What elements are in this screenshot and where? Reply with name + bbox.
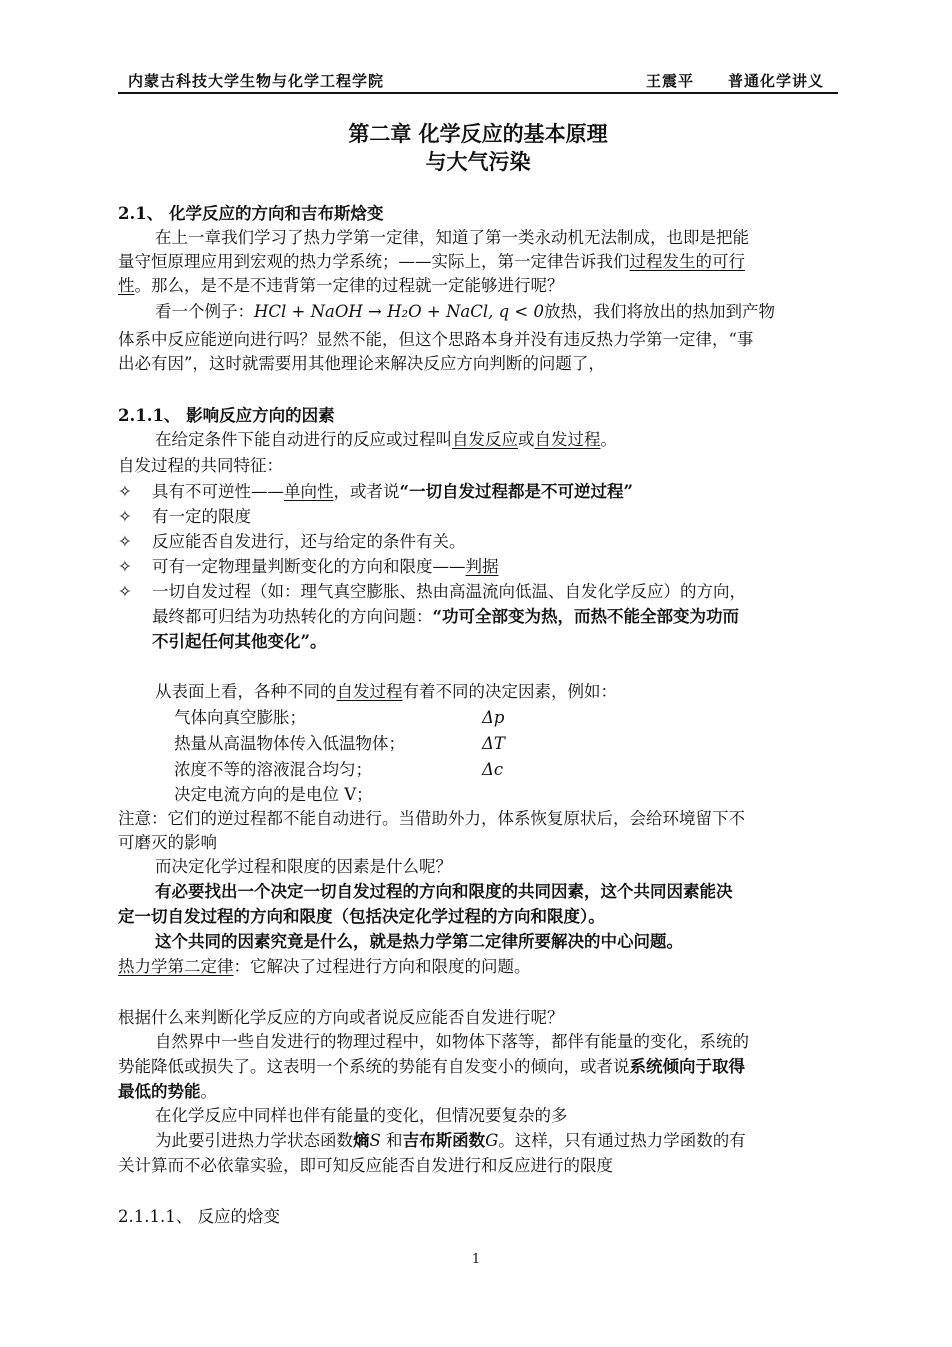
emphasis-line: 定一切自发过程的方向和限度（包括决定化学过程的方向和限度）。 (118, 907, 605, 926)
paragraph-line: 关计算而不必依靠实验，即可知反应能否自发进行和反应进行的限度 (118, 1156, 613, 1175)
factor-row: 决定电流方向的是电位 V； (174, 785, 373, 804)
chapter-title-line2: 与大气污染 (425, 149, 531, 174)
paragraph-line: 在化学反应中同样也伴有能量的变化，但情况要复杂的多 (155, 1106, 568, 1125)
header-author: 王震平 (645, 72, 694, 90)
note-line: 可磨灭的影响 (118, 833, 217, 852)
section-heading-2-1: 2.1、 化学反应的方向和吉布斯焓变 (118, 204, 384, 223)
paragraph-line: 量守恒原理应用到宏观的热力学系统；——实际上，第一定律告诉我们过程发生的可行 (118, 252, 745, 271)
document-page: 内蒙古科技大学生物与化学工程学院 王震平 普通化学讲义 第二章 化学反应的基本原理 与大气污染 2.1、 化学反应的方向和吉布斯焓变 在上一章我们学习了热力学第一定律，知道了第一类永动机无法制成，也即是把能 量守恒原理应用到宏观的热力学系统；——实际上，第一定律告诉我们过程发生的可行 性。那么，是不是不违背第一定律的过程就一定能够进行呢？ 看一个例子：HCl + NaOH → H₂O + NaCl, q < 0放热，我们将放出的热加到产物 体系中反应能逆向进行吗？显然不能，但这个思路本身并没有违反热力学第一定律，“事 出必有因”，这时就需要用其他理论来解决反应方向判断的问题了， 2.1.1、 影响反应方向的因素 在给定条件下能自动进行的反应或过程叫自发反应或自发过程。 自发过程的共同特征： ✧ 具有不可逆性——单向性，或者说“一切自发过程都是不可逆过程” ✧ 有一定的限度 ✧ 反应能否自发进行，还与给定的条件有关。 ✧ 可有一定物理量判断变化的方向和限度——判据 ✧ 一切自发过程（如：理气真空膨胀、热由高温流向低温、自发化学反应）的方向， 最终都可归结为功热转化的方向问题：“功可全部变为热，而热不能全部变为功而 不引起任何其他变化”。 从表面上看，各种不同的自发过程有着不同的决定因素，例如： 气体向真空膨胀； Δp 热量从高温物体传入低温物体； ΔT 浓度不等的溶液混合均匀； Δc 决定电流方向的是电位 V； 注意：它们的逆过程都不能自动进行。当借助外力，体系恢复原状后，会给环境留下不 可磨灭的影响 而决定化学过程和限度的因素是什么呢？ 有必要找出一个决定一切自发过程的方向和限度的共同因素，这个共同因素能决 定一切自发过程的方向和限度（包括决定化学过程的方向和限度）。 这个共同的因素究竟是什么，就是热力学第二定律所要解决的中心问题。 热力学第二定律：它解决了过程进行方向和限度的问题。 根据什么来判断化学反应的方向或者说反应能否自发进行呢？ 自然界中一些自发进行的物理过程中，如物体下落等，都伴有能量的变化，系统的 势能降低或损失了。这表明一个系统的势能有自发变小的倾向，或者说系统倾向于取得 最低的势能。 在化学反应中同样也伴有能量的变化，但情况要复杂的多 为此要引进热力学状态函数熵S 和吉布斯函数G。这样，只有通过热力学函数的有 关计算而不必依靠实验，即可知反应能否自发进行和反应进行的限度 2.1.1.1、 反应的焓变 1 (0, 0, 952, 1347)
diamond-bullet-icon: ✧ (118, 557, 132, 576)
paragraph-line: 性。那么，是不是不违背第一定律的过程就一定能够进行呢？ (118, 276, 564, 295)
paragraph-line: 从表面上看，各种不同的自发过程有着不同的决定因素，例如： (155, 682, 617, 701)
section-heading-2-1-1: 2.1.1、 影响反应方向的因素 (118, 406, 335, 425)
list-item-continuation: 不引起任何其他变化”。 (152, 632, 327, 651)
diamond-bullet-icon: ✧ (118, 582, 132, 601)
paragraph-line-equation: 看一个例子：HCl + NaOH → H₂O + NaCl, q < 0放热，我们将放出的热加到产物 (155, 302, 775, 321)
chapter-title-line1: 第二章 化学反应的基本原理 (348, 121, 608, 146)
page-header (118, 64, 838, 94)
factor-row: 气体向真空膨胀； Δp (174, 708, 505, 727)
emphasis-line: 有必要找出一个决定一切自发过程的方向和限度的共同因素，这个共同因素能决 (155, 882, 733, 901)
header-course: 普通化学讲义 (727, 72, 824, 90)
paragraph-line: 最低的势能。 (118, 1082, 217, 1101)
paragraph-line: 在上一章我们学习了热力学第一定律，知道了第一类永动机无法制成，也即是把能 (155, 228, 749, 247)
paragraph-line: 而决定化学过程和限度的因素是什么呢？ (155, 857, 452, 876)
note-line: 注意：它们的逆过程都不能自动进行。当借助外力，体系恢复原状后，会给环境留下不 (118, 809, 745, 828)
factor-row: 浓度不等的溶液混合均匀； Δc (174, 760, 504, 779)
diamond-bullet-icon: ✧ (118, 532, 132, 551)
paragraph-line: 体系中反应能逆向进行吗？显然不能，但这个思路本身并没有违反热力学第一定律，“事 (118, 330, 754, 349)
page-number: 1 (471, 1252, 481, 1267)
paragraph-line: 势能降低或损失了。这表明一个系统的势能有自发变小的倾向，或者说系统倾向于取得 (118, 1057, 745, 1076)
reaction-equation: HCl + NaOH → H₂O + NaCl, q < 0 (254, 302, 544, 321)
list-item-continuation: 最终都可归结为功热转化的方向问题：“功可全部变为热，而热不能全部变为功而 (152, 607, 739, 626)
header-institution: 内蒙古科技大学生物与化学工程学院 (128, 72, 385, 90)
paragraph-line: 自然界中一些自发进行的物理过程中，如物体下落等，都伴有能量的变化，系统的 (155, 1032, 749, 1051)
diamond-bullet-icon: ✧ (118, 482, 132, 501)
factor-row: 热量从高温物体传入低温物体； ΔT (174, 734, 505, 753)
paragraph-line: 根据什么来判断化学反应的方向或者说反应能否自发进行呢？ (118, 1008, 564, 1027)
section-heading-2-1-1-1: 2.1.1.1、 反应的焓变 (118, 1207, 280, 1226)
paragraph-line: 热力学第二定律：它解决了过程进行方向和限度的问题。 (118, 957, 531, 976)
paragraph-line: 自发过程的共同特征： (118, 456, 283, 475)
header-right (612, 70, 824, 91)
emphasis-line: 这个共同的因素究竟是什么，就是热力学第二定律所要解决的中心问题。 (155, 932, 683, 951)
paragraph-line: 为此要引进热力学状态函数熵S 和吉布斯函数G。这样，只有通过热力学函数的有 (155, 1131, 746, 1150)
paragraph-line: 在给定条件下能自动进行的反应或过程叫自发反应或自发过程。 (155, 430, 617, 449)
diamond-bullet-icon: ✧ (118, 507, 132, 526)
paragraph-line: 出必有因”，这时就需要用其他理论来解决反应方向判断的问题了， (118, 354, 605, 373)
